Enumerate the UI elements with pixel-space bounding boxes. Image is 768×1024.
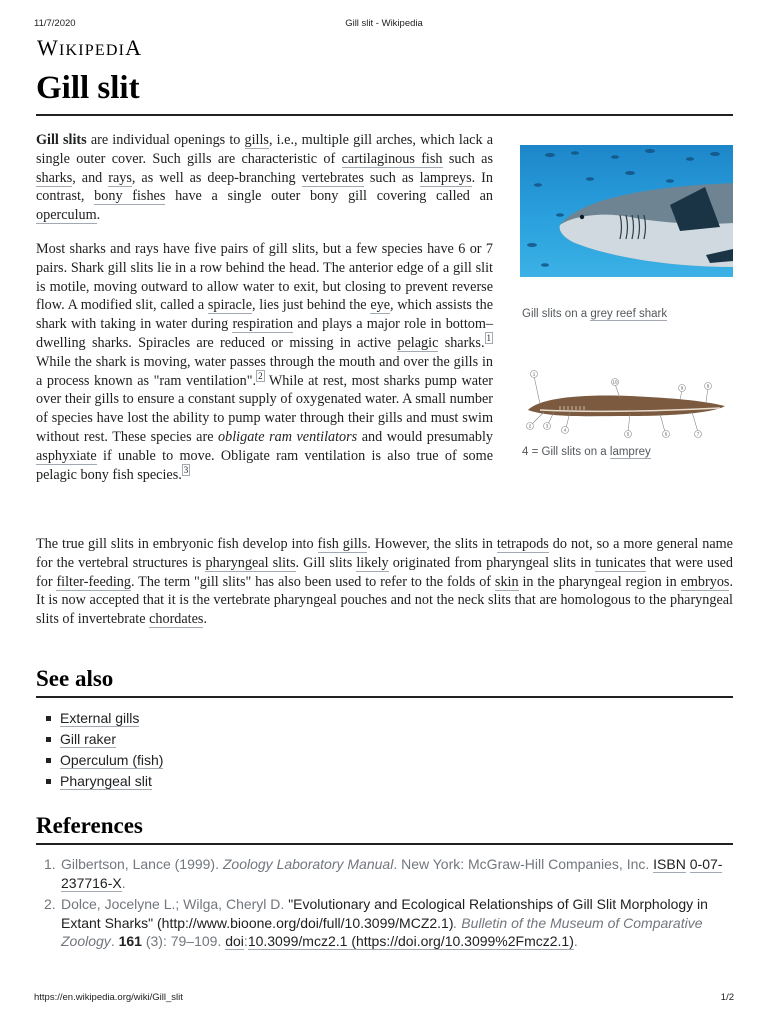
intro-paragraph: Gill slits are individual openings to gills, i.e., multiple gill arches, which lack a single outer cover. Such gills are characteristic of cartilaginous fish such as sharks, and rays, as well as deep-branching vertebrates such as lampreys. In contrast, bony fishes have a single outer bony gill covering called an operculum. [36,132,494,224]
citation-1[interactable]: 1 [486,333,491,344]
link-likely[interactable]: likely [356,554,389,571]
doi-number-link[interactable]: 10.3099/mcz2.1 (https://doi.org/10.3099%2Fmcz2.1) [247,933,574,949]
link-sharks[interactable]: sharks [36,169,73,186]
see-also-heading: See also [36,666,114,691]
references-heading: References [36,813,143,838]
diagram-label: 4 [563,427,567,433]
diagram-label: 1 [532,371,536,377]
link-embryos[interactable]: embryos [680,573,730,590]
link-pelagic[interactable]: pelagic [397,334,439,351]
reference-item: 1. Gilbertson, Lance (1999). Zoology Laboratory Manual. New York: McGraw-Hill Companies, Inc. ISBN 0-07-237716-X. [44,856,723,891]
citation-2[interactable]: 2 [258,370,263,381]
link-cartilaginous-fish[interactable]: cartilaginous fish [341,150,443,167]
figure-caption-lamprey: 4 = Gill slits on a lamprey [522,446,651,458]
link-bony-fishes[interactable]: bony fishes [94,188,166,205]
reference-item: 2. Dolce, Jocelyne L.; Wilga, Cheryl D. "Evolutionary and Ecological Relationships of Gill Slit Morphology in Extant Sharks" (http://www.bioone.org/doi/full/10.3099/MCZ2.1). Bulletin of the Museum of Comparative Zoology. 161 (3): 79–109. doi:10.3099/mcz2.1 (https://doi.org/10.3099%2Fmcz2.1). [44,896,708,949]
lamprey-image [520,368,733,438]
link-chordates[interactable]: chordates [149,611,204,628]
see-also-list [46,708,163,792]
isbn-link[interactable]: ISBN [653,856,686,872]
grey-reef-shark-photo[interactable] [520,145,733,277]
diagram-label: 8 [706,383,710,389]
link-asphyxiate[interactable]: asphyxiate [36,447,97,464]
diagram-label: 3 [545,423,549,429]
isbn-number-link[interactable]: 0-07-237716-X [61,856,723,891]
diagram-label: 2 [528,423,532,429]
link-filter-feeding[interactable]: filter-feeding [56,573,131,590]
diagram-label: 5 [626,431,630,437]
list-item[interactable]: Gill raker [46,729,163,750]
list-item[interactable]: Operculum (fish) [46,750,163,771]
link-eye[interactable]: eye [370,297,391,314]
shark-image [520,145,733,277]
print-title: Gill slit - Wikipedia [345,18,423,29]
wikipedia-logo[interactable]: WIKIPEDIA [37,35,143,60]
print-header [34,18,734,30]
diagram-label: 6 [664,431,668,437]
link-respiration[interactable]: respiration [232,316,294,333]
page-title: Gill slit [36,70,140,106]
list-item[interactable]: Pharyngeal slit [46,771,163,792]
print-url: https://en.wikipedia.org/wiki/Gill_slit [34,992,183,1003]
list-item[interactable]: External gills [46,708,163,729]
link-gills[interactable]: gills [244,132,269,148]
link-lampreys[interactable]: lampreys [419,169,472,186]
link-pharyngeal-slits[interactable]: pharyngeal slits [205,554,296,571]
link-skin[interactable]: skin [494,573,519,590]
link-operculum[interactable]: operculum [36,207,97,224]
link-fish-gills[interactable]: fish gills [317,536,368,552]
print-date: 11/7/2020 [34,18,76,29]
link-tetrapods[interactable]: tetrapods [496,536,549,552]
link-rays[interactable]: rays [108,169,132,186]
figure-caption-shark: Gill slits on a grey reef shark [522,308,668,320]
link-lamprey[interactable]: lamprey [609,446,651,458]
diagram-label: 9 [680,385,684,391]
reference-title-link[interactable]: "Evolutionary and Ecological Relationships of Gill Slit Morphology in Extant Sharks" (http://www.bioone.org/doi/full/10.3099/MCZ2.1) [61,896,708,931]
section-divider [36,843,733,845]
page-number: 1/2 [720,992,734,1003]
body-paragraph-3: The true gill slits in embryonic fish develop into fish gills. However, the slits in tetrapods do not, so a more general name for the vertebral structures is pharyngeal slits. Gill slits likely originated from pharyngeal slits in tunicates that were used for filter-feeding. The term "gill slits" has also been used to refer to the folds of skin in the pharyngeal region in embryos. It is now accepted that it is the vertebrate pharyngeal pouches and not the neck slits that are homologous to the pharyngeal slits of invertebrate chordates. [36,536,733,628]
link-spiracle[interactable]: spiracle [207,297,253,314]
doi-link[interactable]: doi [225,933,244,949]
title-divider [36,114,733,116]
lamprey-diagram[interactable] [520,368,733,438]
link-grey-reef-shark[interactable]: grey reef shark [590,308,668,320]
link-vertebrates[interactable]: vertebrates [301,169,364,186]
citation-3[interactable]: 3 [183,464,189,475]
body-paragraph-2: Most sharks and rays have five pairs of gill slits, but a few species have 6 or 7 pairs. Shark gill slits lie in a row behind the head. The anterior edge of a gill slit is motile, moving outward to allow water to exit, but closing to prevent reverse flow. A modified slit, called a spiracle, lies just behind the eye, which assists the shark with taking in water during respiration and plays a major role in bottom–dwelling sharks. Spiracles are reduced or missing in active pelagic sharks. $^1$ While the shark is moving, water passes through the mouth and over the gills in a process known as "ram ventilation". $^2$ While at rest, most sharks pump water over their gills to ensure a constant supply of oxygenated water. A small number of species have lost the ability to pump water through their gills and must swim without rest. These species are obligate ram ventilators and would presumably asphyxiate if unable to move. Obligate ram ventilation is also true of some pelagic bony fish species. $^3$ [36,241,494,483]
diagram-label: 10 [612,379,618,385]
diagram-label: 7 [696,431,700,437]
print-footer [34,992,734,1004]
section-divider [36,696,733,698]
link-tunicates[interactable]: tunicates [595,554,646,571]
references-list [44,855,734,954]
